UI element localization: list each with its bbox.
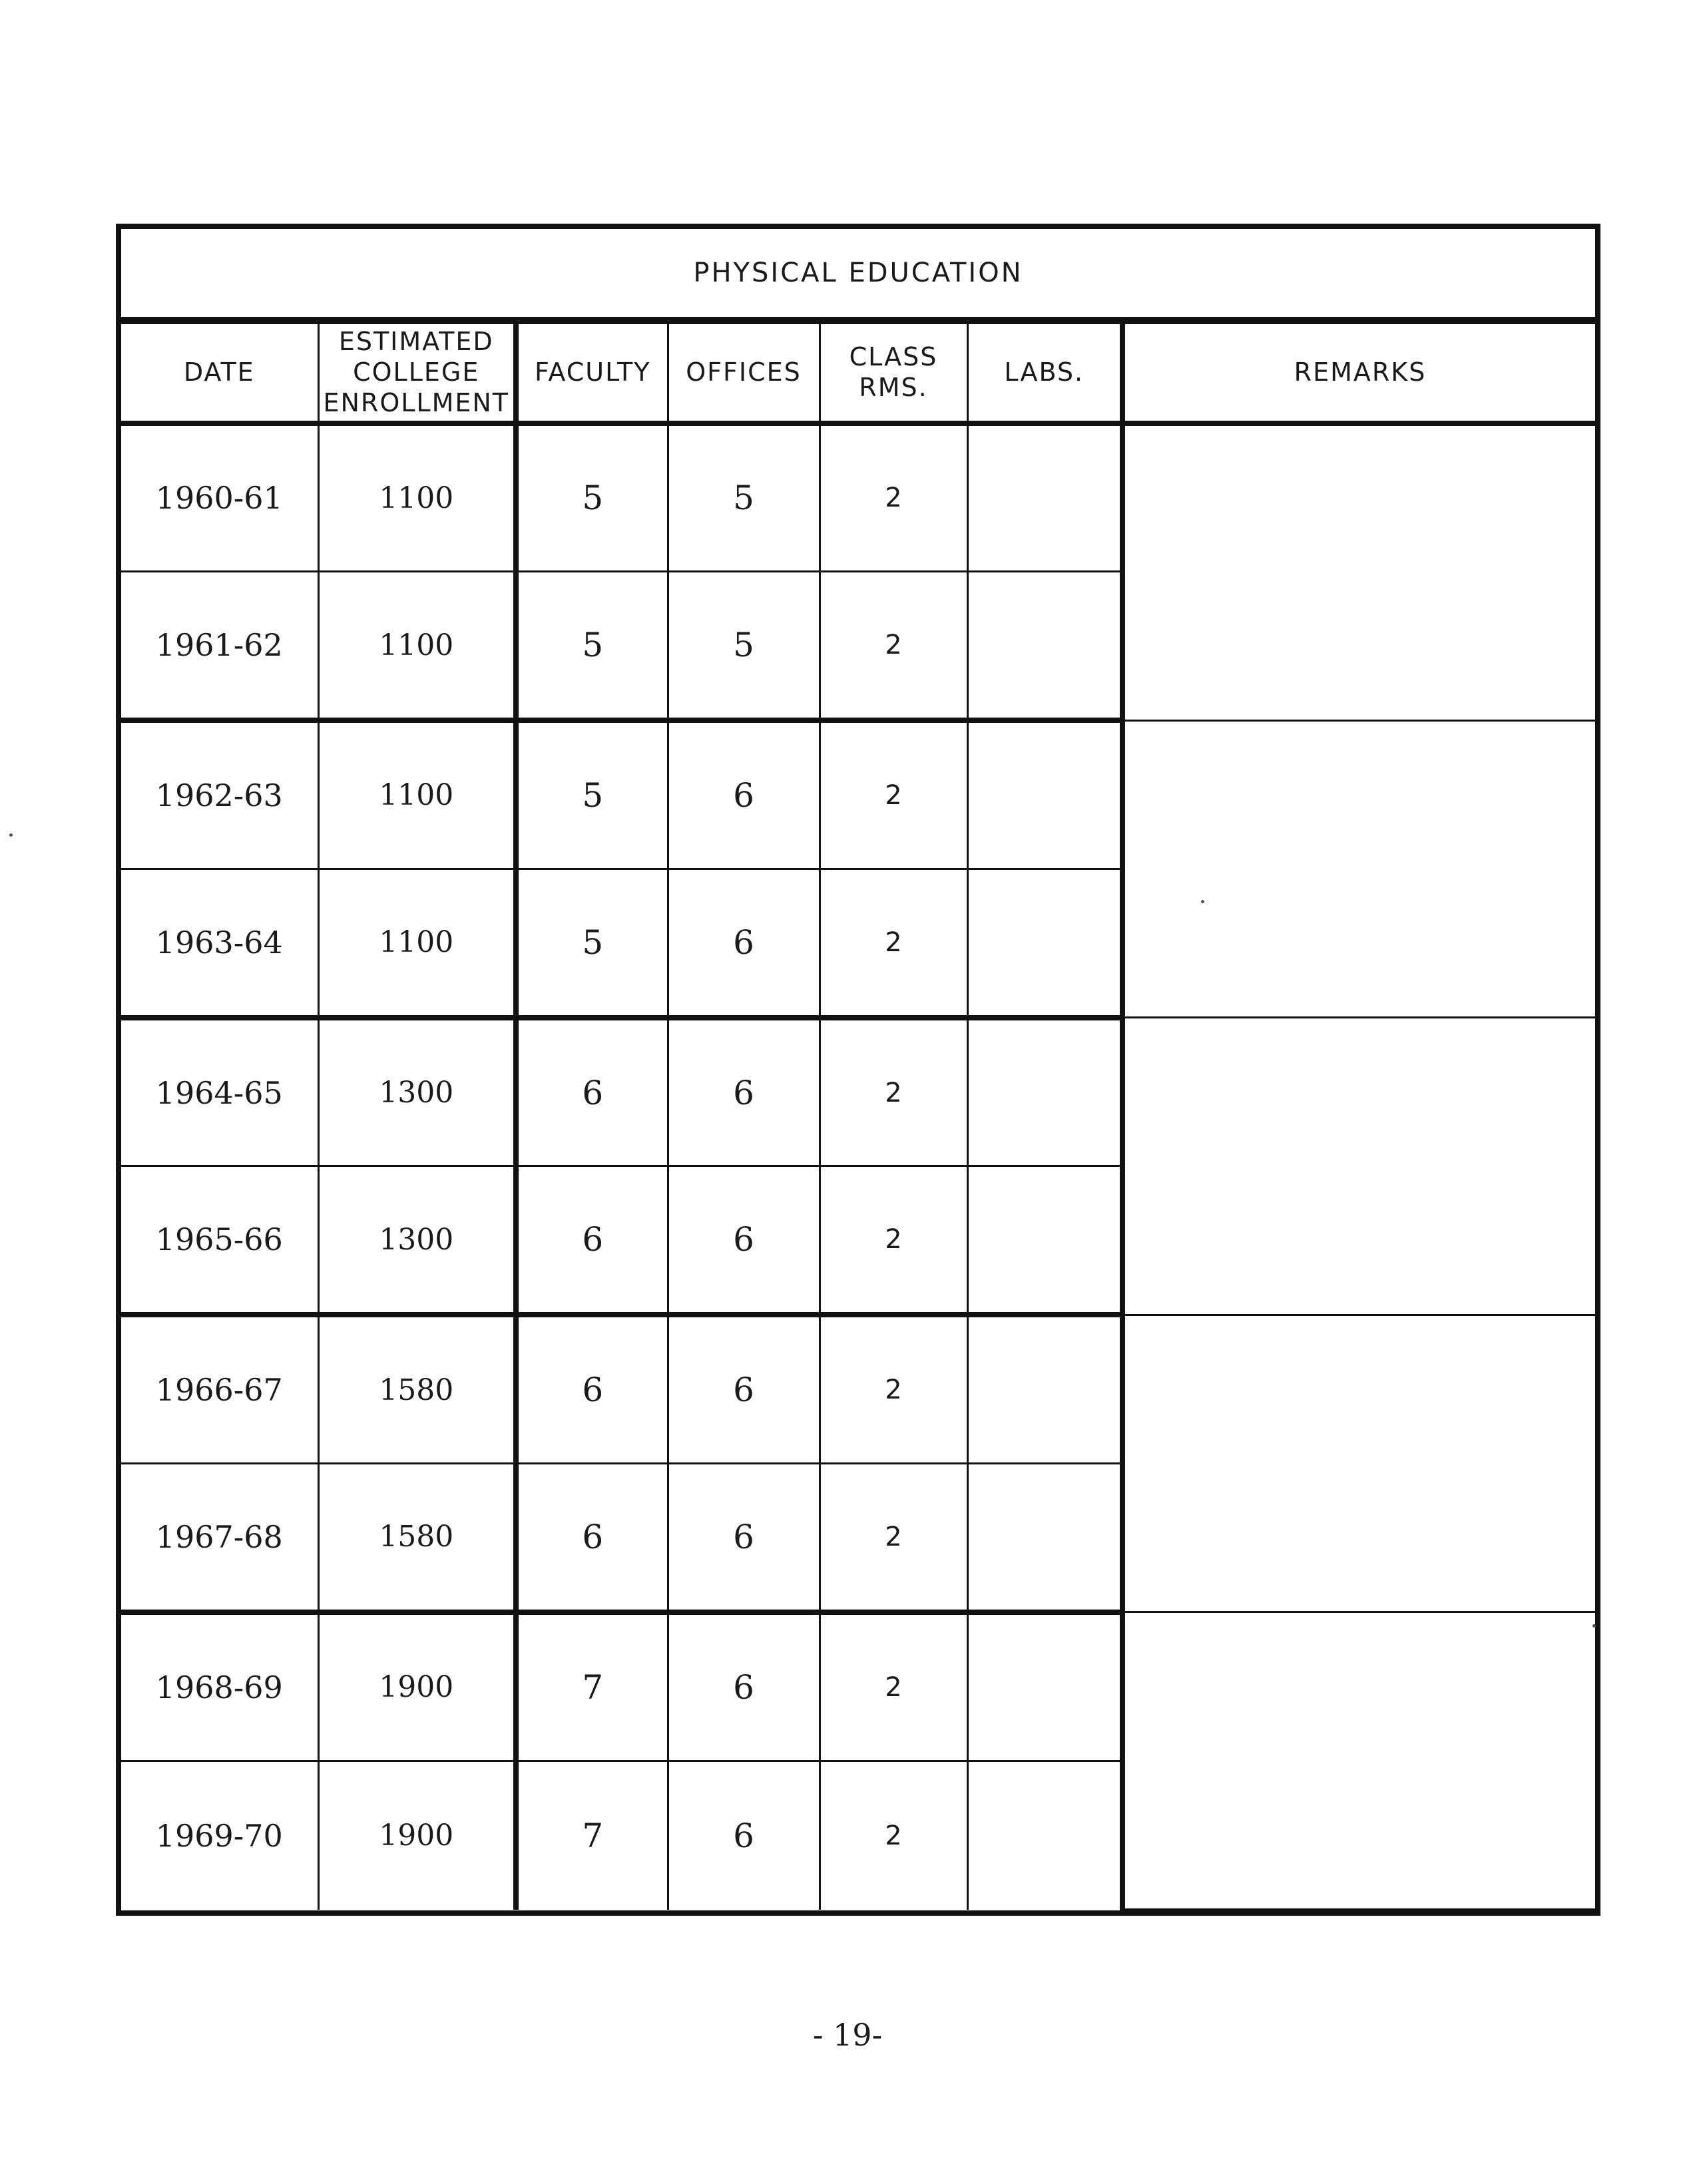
class-rms-cell: 2	[820, 1612, 967, 1761]
enrollment-cell: 1300	[318, 1166, 516, 1315]
offices-cell: 6	[668, 1612, 820, 1761]
labs-cell	[967, 1166, 1122, 1315]
enrollment-cell: 1100	[318, 423, 516, 572]
enrollment-cell: 1900	[318, 1612, 516, 1761]
header-remarks: REMARKS	[1122, 324, 1595, 423]
class-rms-cell: 2	[820, 869, 967, 1017]
offices-cell: 6	[668, 1464, 820, 1612]
date-cell: 1966-67	[121, 1315, 318, 1463]
table-row	[121, 1018, 1595, 1166]
class-rms-cell: 2	[820, 720, 967, 869]
date-cell: 1965-66	[121, 1166, 318, 1315]
physical-education-table	[116, 224, 1600, 1916]
date-cell: 1969-70	[121, 1761, 318, 1909]
labs-cell	[967, 423, 1122, 572]
class-rms-cell: 2	[820, 1315, 967, 1463]
date-cell: 1962-63	[121, 720, 318, 869]
remarks-cell	[1122, 1315, 1595, 1612]
table-row	[121, 720, 1595, 869]
faculty-cell: 5	[516, 720, 668, 869]
offices-cell: 6	[668, 1166, 820, 1315]
scan-speck	[1201, 900, 1204, 903]
class-rms-cell: 2	[820, 1018, 967, 1166]
table-title: PHYSICAL EDUCATION	[121, 229, 1595, 322]
labs-cell	[967, 572, 1122, 720]
date-cell: 1968-69	[121, 1612, 318, 1761]
header-enrollment	[318, 324, 516, 423]
faculty-cell: 6	[516, 1464, 668, 1612]
labs-cell	[967, 1018, 1122, 1166]
enrollment-cell: 1900	[318, 1761, 516, 1909]
labs-cell	[967, 869, 1122, 1017]
header-class-rms	[820, 324, 967, 423]
offices-cell: 5	[668, 423, 820, 572]
labs-cell	[967, 720, 1122, 869]
date-cell: 1960-61	[121, 423, 318, 572]
faculty-cell: 6	[516, 1315, 668, 1463]
header-labs: LABS.	[967, 324, 1122, 423]
labs-cell	[967, 1612, 1122, 1761]
header-class-rms-line-1: CLASS	[849, 342, 938, 372]
table-row	[121, 423, 1595, 572]
offices-cell: 6	[668, 1761, 820, 1909]
scan-speck	[9, 833, 13, 837]
header-row	[121, 324, 1595, 423]
date-cell: 1961-62	[121, 572, 318, 720]
faculty-cell: 5	[516, 423, 668, 572]
date-cell: 1967-68	[121, 1464, 318, 1612]
class-rms-cell: 2	[820, 1464, 967, 1612]
header-date: DATE	[121, 324, 318, 423]
faculty-cell: 5	[516, 869, 668, 1017]
offices-cell: 6	[668, 1315, 820, 1463]
header-enrollment-line-1: ESTIMATED	[338, 327, 494, 357]
labs-cell	[967, 1761, 1122, 1909]
offices-cell: 6	[668, 1018, 820, 1166]
class-rms-cell: 2	[820, 572, 967, 720]
faculty-cell: 6	[516, 1018, 668, 1166]
class-rms-cell: 2	[820, 423, 967, 572]
labs-cell	[967, 1464, 1122, 1612]
table-row	[121, 1612, 1595, 1761]
class-rms-cell: 2	[820, 1166, 967, 1315]
class-rms-cell: 2	[820, 1761, 967, 1909]
remarks-cell	[1122, 1018, 1595, 1315]
header-offices: OFFICES	[668, 324, 820, 423]
faculty-cell: 7	[516, 1761, 668, 1909]
header-enrollment-line-3: ENROLLMENT	[323, 388, 510, 418]
enrollment-cell: 1300	[318, 1018, 516, 1166]
remarks-cell	[1122, 423, 1595, 721]
header-class-rms-line-2: RMS.	[859, 373, 928, 403]
data-grid	[121, 322, 1595, 1910]
enrollment-cell: 1580	[318, 1464, 516, 1612]
remarks-cell	[1122, 720, 1595, 1018]
offices-cell: 6	[668, 869, 820, 1017]
date-cell: 1964-65	[121, 1018, 318, 1166]
faculty-cell: 6	[516, 1166, 668, 1315]
date-cell: 1963-64	[121, 869, 318, 1017]
scan-speck	[1592, 1624, 1596, 1628]
faculty-cell: 5	[516, 572, 668, 720]
header-faculty: FACULTY	[516, 324, 668, 423]
labs-cell	[967, 1315, 1122, 1463]
enrollment-cell: 1100	[318, 572, 516, 720]
enrollment-cell: 1100	[318, 869, 516, 1017]
offices-cell: 6	[668, 720, 820, 869]
enrollment-cell: 1580	[318, 1315, 516, 1463]
enrollment-cell: 1100	[318, 720, 516, 869]
faculty-cell: 7	[516, 1612, 668, 1761]
offices-cell: 5	[668, 572, 820, 720]
page-number: - 19-	[812, 2017, 883, 2053]
remarks-cell	[1122, 1612, 1595, 1910]
header-enrollment-line-2: COLLEGE	[353, 357, 480, 387]
table-row	[121, 1315, 1595, 1463]
